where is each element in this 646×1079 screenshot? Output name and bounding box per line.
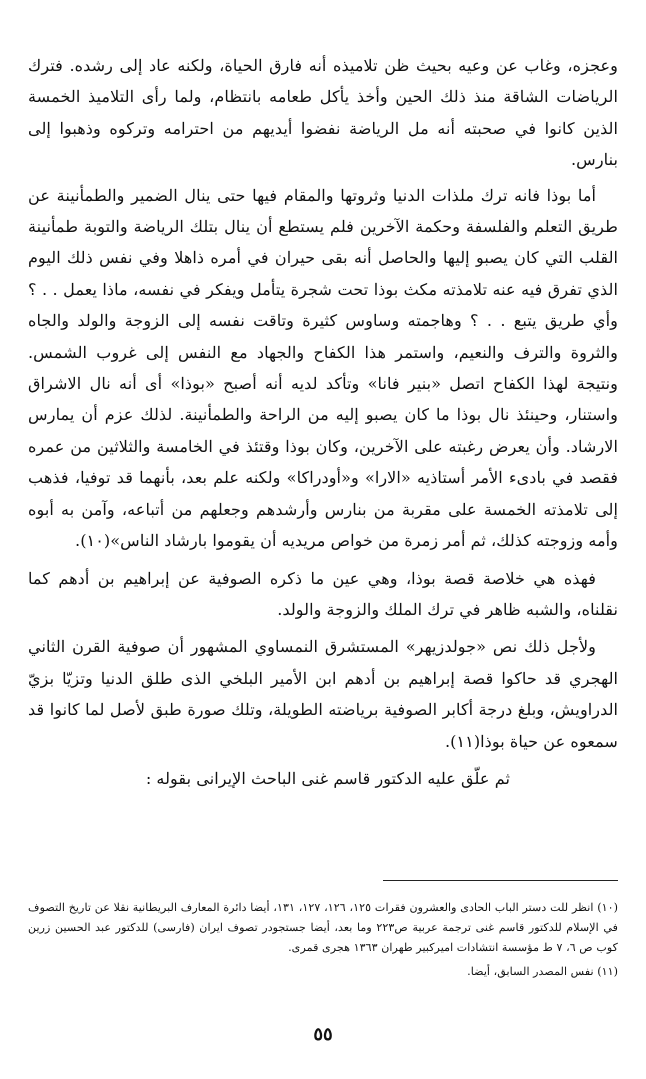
paragraph-3: فهذه هي خلاصة قصة بوذا، وهي عين ما ذكره الصوفية عن إبراهيم بن أدهم كما نقلناه، والشبه ظاهر في ترك الملك والزوجة والولد. xyxy=(28,568,618,619)
main-text xyxy=(28,50,618,794)
footnote-10: (١٠) انظر للت دستر الباب الحادى والعشرون فقرات ١٢٥، ١٢٦، ١٢٧، ١٣١، أيضا دائرة المعارف البريطانية نقلا عن تاريخ التصوف في الإسلام للدكتور قاسم غنى ترجمة عربية ص٢٢٣ وما بعد، أيضا جستجودر تصوف ايران (فارسى) للدكتور عبد الحسين زرين كوب ص ٦، ٧ ط مؤسسة انتشادات اميركبير طهران ١٣٦٣ هجرى قمرى. xyxy=(28,901,619,954)
paragraph-5: ثم علّق عليه الدكتور قاسم غنى الباحث الإيرانى بقوله : xyxy=(145,768,510,788)
paragraph-2: أما بوذا فانه ترك ملذات الدنيا وثروتها والمقام فيها حتى ينال الضمير والطمأنينة عن طريق التعلم والفلسفة وحكمة الآخرين فلم يستطع أن ينال بتلك الرياضة والتوبة طمأنينة القلب التي كان يصبو إليها والحاصل أنه بقى حيران في أمره ذاهلا وفي نفس ذلك اليوم الذي تفرق فيه عنه تلامذته مكث بوذا تحت شجرة يتأمل ويفكر في نفسه، ماذا يعمل . . ؟ وأي طريق يتبع . . ؟ وهاجمته وساوس كثيرة وتاقت نفسه إلى الزوجة والولد والجاه والثروة والترف والنعيم، واستمر هذا الكفاح والجهاد مع النفس إلى غروب الشمس. ونتيجة لهذا الكفاح اتصل «بنير فانا» وتأكد لديه أنه أصبح «بوذا» أى أنه نال الاشراق واستنار، وحينئذ نال بوذا ما كان يصبو إليه من الراحة والطمأنينة. لذلك عزم أن يمارس الارشاد. وأن يعرض رغبته على الآخرين، وكان بوذا وقتئذ في الخامسة والثلاثين من عمره فقصد في بادىء الأمر أستاذيه «الارا» و«أودراكا» ولكنه علم بعد، بأنهما قد توفيا، فذهب إلى تلامذته الخمسة على مقربة من بنارس وأرشدهم وجعلهم من أتباعه، وآمن به أبوه وأمه وزوجته كذلك، ثم أمر زمرة من خواص مريديه أن يقوموا بارشاد الناس»(١٠). xyxy=(28,185,618,551)
footnote-divider xyxy=(383,880,618,881)
footnotes xyxy=(28,898,618,984)
paragraph-4: ولأجل ذلك نص «جولدزيهر» المستشرق النمساوي المشهور أن صوفية القرن الثاني الهجري قد حاكوا قصة إبراهيم بن أدهم ابن الأمير البلخي الذى طلق الدنيا وتزيّا بزيّ الدراويش، وبلغ درجة أكابر الصوفية برياضته الطويلة، وتلك صورة طبق لأصل لما كانوا قد سمعوه عن حياة بوذا(١١). xyxy=(28,637,618,751)
paragraph-1: وعجزه، وغاب عن وعيه بحيث ظن تلاميذه أنه فارق الحياة، ولكنه عاد إلى رشده. فترك الرياضات الشاقة منذ ذلك الحين وأخذ يأكل طعامه بانتظام، ولما رأى التلاميذ الخمسة الذين كانوا في صحبته أنه مل الرياضة نفضوا أيديهم من احترامه وتركوه وذهبوا إلى بنارس. xyxy=(28,56,618,170)
footnote-11: (١١) نفس المصدر السابق، أيضا. xyxy=(467,965,618,978)
page-number: ٥٥ xyxy=(313,1024,333,1045)
page-body xyxy=(28,50,618,798)
